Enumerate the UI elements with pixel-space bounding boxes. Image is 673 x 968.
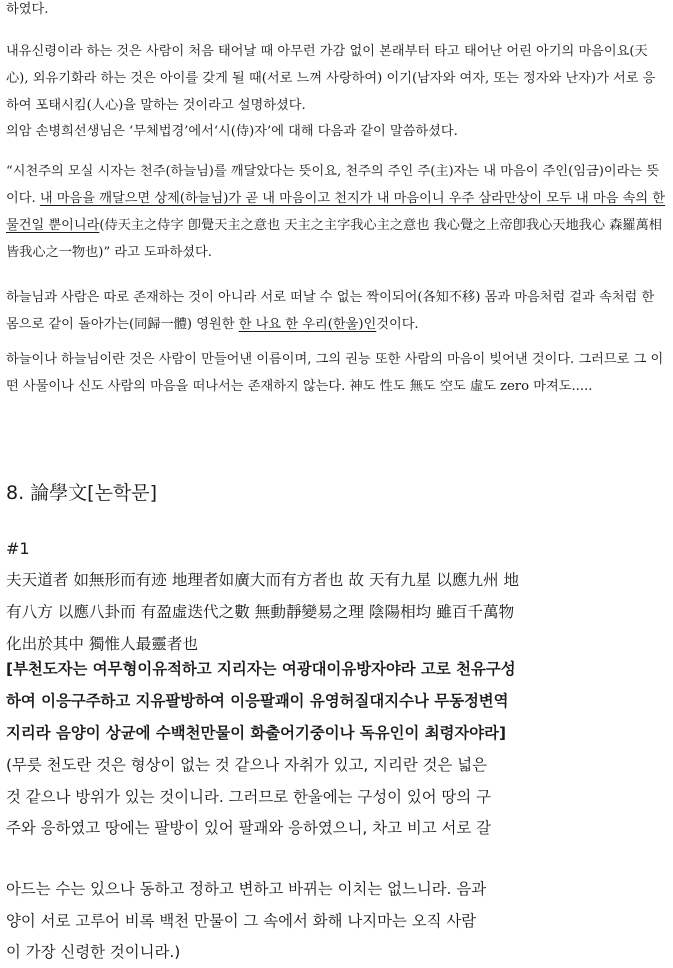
translation-line-5: 양이 서로 고루어 비록 백천 만물이 그 속에서 화해 나지마는 오직 사람 — [6, 912, 477, 930]
reading-line-3: 지리라 음양이 상균에 수백천만물이 화출어기중이나 독유인이 최령자야라] — [6, 724, 507, 742]
translation-line-6: 이 가장 신령한 것이니라.) — [6, 943, 181, 961]
translation-line-4: 아드는 수는 있으나 동하고 정하고 변하고 바뀌는 이치는 없느니라. 음과 — [6, 880, 487, 898]
hanja-line-2: 有八方 以應八卦而 有盈虛迭代之數 無動靜變易之理 陰陽相均 雖百千萬物 — [6, 603, 515, 621]
quote-text: “시천주의 모실 시자는 천주(하늘님)를 깨달았다는 뜻이요, 천주의 주인 주(主)자는 내 마음이 주인(임금)이라는 뜻이다. — [6, 164, 660, 206]
hanja-line-1: 夫天道者 如無形而有迹 地理者如廣大而有方者也 故 天有九星 以應九州 地 — [6, 571, 520, 589]
translation-line-3: 주와 응하였고 땅에는 팔방이 있어 팔괘와 응하였으니, 차고 비고 서로 갈 — [6, 819, 491, 837]
quote-underlined-text: 내 마음을 깨달으면 상제(하늘님)가 곧 내 마음이고 천지가 내 마음이니 우주 삼라만상이 모두 내 마음 속의 한 물건일 뿐이니라 — [6, 191, 666, 233]
haneulnim-underlined-text: 한 나요 한 우리(한울)인 — [238, 317, 377, 332]
paragraph-haneulnim — [6, 284, 668, 338]
translation-line-1: (무릇 천도란 것은 형상이 없는 것 같으나 자취가 있고, 지리란 것은 넓은 — [6, 756, 487, 774]
section-heading: 8. 論學文[논학문] — [6, 482, 158, 504]
paragraph-haneul: 하늘이나 하늘님이란 것은 사람이 만들어낸 이름이며, 그의 권능 또한 사람의 마음이 빚어낸 것이다. 그러므로 그 이떤 사물이나 신도 사람의 마음을 떠나서는 존재하지 않는다. 神도 性도 無도 空도 虛도 zero 마져도..... — [6, 352, 664, 394]
haneulnim-end-text: 것이다. — [376, 317, 419, 332]
paragraph-sicheonju-quote — [6, 158, 668, 266]
translation-line-2: 것 같으나 방위가 있는 것이니라. 그러므로 한울에는 구성이 있어 땅의 구 — [6, 788, 491, 806]
paragraph-naeyu: 내유신령이라 하는 것은 사람이 처음 태어날 때 아무런 가감 없이 본래부터 타고 태어난 어린 아기의 마음이요(天心), 외유기화라 하는 것은 아이를 갖게 될 때(서로 느껴 사랑하여) 이기(남자와 여자, 또는 정자와 난자)가 서로 응하여 포태시킴(人心)을 말하는 것이라고 설명하셨다. — [6, 44, 656, 113]
passage-number: #1 — [6, 539, 30, 558]
hanja-line-3: 化出於其中 獨惟人最靈者也 — [6, 635, 199, 653]
paragraph-uiam: 의암 손병희선생님은 ‘무체법경’에서‘시(侍)자’에 대해 다음과 같이 말씀하셨다. — [6, 124, 458, 139]
quote-hanja-text: (侍天主之侍字 卽覺天主之意也 天主之主字我心主之意也 我心覺之上帝卽我心天地我心 森羅萬相皆我心之一物也)” 라고 도파하셨다. — [6, 218, 662, 260]
reading-line-2: 하여 이응구주하고 지유팔방하여 이응팔괘이 유영허질대지수나 무동정변역 — [6, 692, 509, 710]
reading-line-1: [부천도자는 여무형이유적하고 지리자는 여광대이유방자야라 고로 천유구성 — [6, 660, 516, 678]
paragraph-continuation: 하였다. — [6, 2, 49, 17]
haneulnim-text: 하늘님과 사람은 따로 존재하는 것이 아니라 서로 떠날 수 없는 짝이되어(各知不移) 몸과 마음처럼 겉과 속처럼 한 몸으로 같이 돌아가는(同歸一體) 영원한 — [6, 290, 655, 332]
